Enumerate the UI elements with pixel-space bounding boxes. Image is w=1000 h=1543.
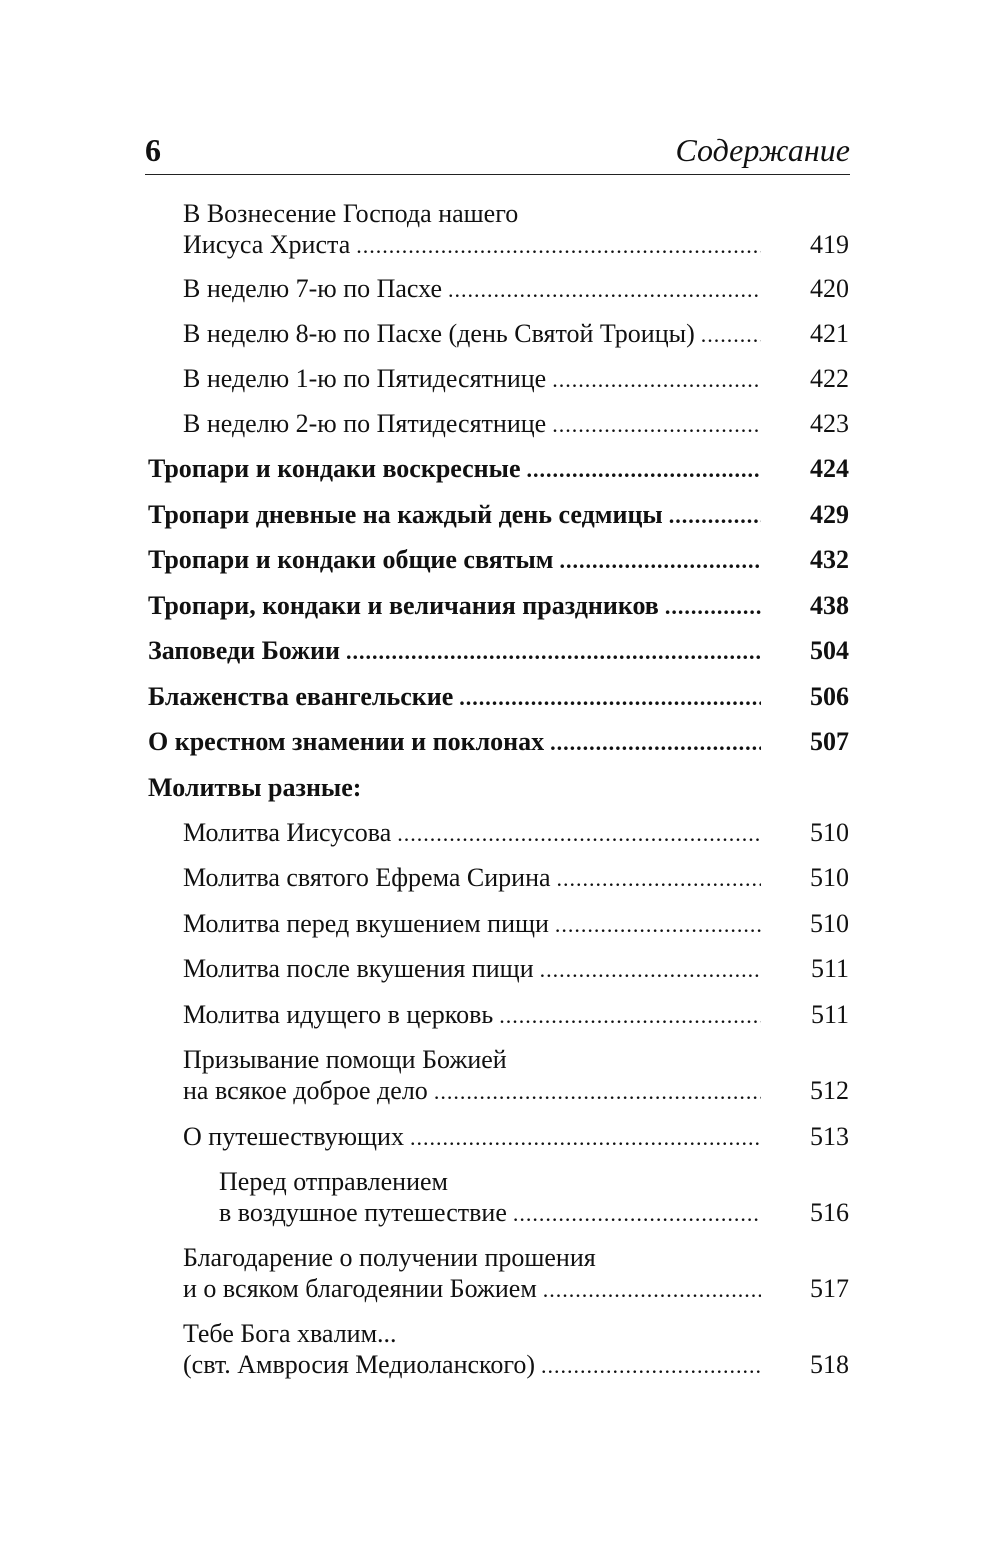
toc-entry[interactable] bbox=[183, 999, 849, 1030]
toc-entry-line bbox=[183, 817, 849, 848]
toc-page-number: 510 bbox=[810, 818, 849, 847]
toc-entry-title: (свт. Амвросия Медиоланского) bbox=[183, 1350, 536, 1379]
toc-entry-title: на всякое доброе дело bbox=[183, 1076, 428, 1105]
dot-leader bbox=[541, 1350, 761, 1381]
toc-entry-title: и о всяком благодеянии Божием bbox=[183, 1274, 537, 1303]
toc-entry[interactable] bbox=[183, 1121, 849, 1152]
toc-entry-line bbox=[219, 1166, 765, 1197]
dot-leader bbox=[552, 409, 761, 440]
toc-entry[interactable] bbox=[183, 862, 849, 893]
dot-leader bbox=[499, 1000, 761, 1031]
toc-entry-line bbox=[183, 1242, 765, 1273]
dot-leader bbox=[410, 1122, 761, 1153]
toc-page-number: 518 bbox=[810, 1350, 849, 1379]
dot-leader bbox=[701, 319, 761, 350]
toc-entry-line bbox=[183, 908, 849, 939]
toc-entry-line bbox=[219, 1197, 849, 1228]
dot-leader bbox=[434, 1076, 761, 1107]
dot-leader bbox=[540, 954, 761, 985]
toc-entry[interactable] bbox=[148, 590, 849, 621]
toc-entry[interactable] bbox=[148, 681, 849, 712]
toc-entry-title: Тропари, кондаки и величания праздников bbox=[148, 591, 659, 620]
toc-entry-title: Молитва Иисусова bbox=[183, 818, 392, 847]
toc-entry-line bbox=[183, 1075, 849, 1106]
toc-entry-line bbox=[183, 318, 849, 349]
toc-page-number: 429 bbox=[810, 500, 849, 529]
toc-page-number: 438 bbox=[810, 591, 849, 620]
dot-leader bbox=[527, 454, 761, 485]
toc-page-number: 513 bbox=[810, 1122, 849, 1151]
toc-entry[interactable] bbox=[148, 544, 849, 575]
toc-entry[interactable] bbox=[183, 408, 849, 439]
toc-entry-line bbox=[183, 1121, 849, 1152]
toc-entry-line bbox=[183, 1349, 849, 1380]
toc-entry-line bbox=[148, 726, 849, 757]
dot-leader bbox=[560, 545, 761, 576]
toc-entry-title: Тропари и кондаки общие святым bbox=[148, 545, 554, 574]
toc-page-number: 421 bbox=[810, 319, 849, 348]
toc-entry-title: Молитвы разные: bbox=[148, 773, 362, 802]
toc-entry[interactable] bbox=[183, 1318, 849, 1380]
toc-entry-title: Тебе Бога хвалим... bbox=[183, 1319, 397, 1348]
dot-leader bbox=[356, 230, 761, 261]
toc-entry[interactable] bbox=[183, 908, 849, 939]
toc-entry[interactable] bbox=[148, 499, 849, 530]
dot-leader bbox=[552, 364, 761, 395]
toc-entry[interactable] bbox=[183, 1242, 849, 1304]
toc-entry-title: Перед отправлением bbox=[219, 1167, 448, 1196]
toc-entry[interactable] bbox=[183, 273, 849, 304]
dot-leader bbox=[513, 1198, 761, 1229]
page-number: 6 bbox=[145, 132, 161, 168]
toc-page-number: 510 bbox=[810, 863, 849, 892]
dot-leader bbox=[550, 727, 761, 758]
toc-entry[interactable] bbox=[183, 817, 849, 848]
toc-entry-title: Тропари и кондаки воскресные bbox=[148, 454, 521, 483]
header-rule bbox=[145, 174, 850, 175]
toc-page-number: 420 bbox=[810, 274, 849, 303]
toc-page-number: 511 bbox=[810, 1000, 849, 1029]
toc-page-number: 423 bbox=[810, 409, 849, 438]
page-header bbox=[145, 128, 850, 176]
toc-page-number: 424 bbox=[810, 454, 849, 483]
toc-entry[interactable] bbox=[183, 198, 849, 260]
toc-entry-line bbox=[183, 198, 765, 229]
toc-entry[interactable] bbox=[183, 953, 849, 984]
toc-page-number: 512 bbox=[810, 1076, 849, 1105]
toc-page-number: 504 bbox=[810, 636, 849, 665]
toc-entry-title: В неделю 7-ю по Пасхе bbox=[183, 274, 443, 303]
toc-entry-line bbox=[148, 499, 849, 530]
toc-entry-title: В неделю 2-ю по Пятидесятнице bbox=[183, 409, 547, 438]
toc-entry[interactable] bbox=[183, 318, 849, 349]
toc-entry[interactable] bbox=[183, 363, 849, 394]
toc-entry-line bbox=[148, 772, 765, 803]
toc-entry-line bbox=[183, 273, 849, 304]
toc-entry-line bbox=[183, 229, 849, 260]
toc-page-number: 432 bbox=[810, 545, 849, 574]
toc-entry-title: В Вознесение Господа нашего bbox=[183, 199, 519, 228]
toc-entry-line bbox=[183, 953, 849, 984]
running-title: Содержание bbox=[675, 132, 850, 168]
toc-page-number: 517 bbox=[810, 1274, 849, 1303]
toc-entry[interactable] bbox=[219, 1166, 849, 1228]
toc-entry-line bbox=[148, 635, 849, 666]
toc-entry-line bbox=[183, 1273, 849, 1304]
toc-page-number: 506 bbox=[810, 682, 849, 711]
toc-entry-line bbox=[183, 1044, 765, 1075]
toc-entry-title: О путешествующих bbox=[183, 1122, 404, 1151]
toc-entry[interactable] bbox=[148, 453, 849, 484]
toc-entry-title: Блаженства евангельские bbox=[148, 682, 454, 711]
toc-entry-title: Тропари дневные на каждый день седмицы bbox=[148, 500, 663, 529]
toc-entry-title: Заповеди Божии bbox=[148, 636, 340, 665]
dot-leader bbox=[669, 500, 761, 531]
toc-entry-title: Призывание помощи Божией bbox=[183, 1045, 507, 1074]
toc-entry-line bbox=[148, 590, 849, 621]
toc-page-number: 511 bbox=[810, 954, 849, 983]
toc-entry-line bbox=[148, 544, 849, 575]
dot-leader bbox=[543, 1274, 761, 1305]
toc-page-number: 507 bbox=[810, 727, 849, 756]
toc-page-number: 510 bbox=[810, 909, 849, 938]
toc-entry-line bbox=[183, 363, 849, 394]
dot-leader bbox=[397, 818, 761, 849]
toc-entry-title: Молитва после вкушения пищи bbox=[183, 954, 534, 983]
toc-entry[interactable] bbox=[148, 726, 849, 757]
toc-page-number: 419 bbox=[810, 230, 849, 259]
toc-entry[interactable] bbox=[148, 772, 765, 803]
toc-entry[interactable] bbox=[183, 1044, 849, 1106]
toc-entry-line bbox=[148, 453, 849, 484]
toc-entry-title: В неделю 1-ю по Пятидесятнице bbox=[183, 364, 547, 393]
toc-entry-title: Молитва святого Ефрема Сирина bbox=[183, 863, 551, 892]
toc-page-number: 422 bbox=[810, 364, 849, 393]
toc-entry-title: Молитва перед вкушением пищи bbox=[183, 909, 549, 938]
toc-entry-title: Молитва идущего в церковь bbox=[183, 1000, 494, 1029]
toc-entry-line bbox=[183, 862, 849, 893]
toc-entry[interactable] bbox=[148, 635, 849, 666]
toc-entry-title: Иисуса Христа bbox=[183, 230, 351, 259]
toc-page-number: 516 bbox=[810, 1198, 849, 1227]
toc-entry-title: О крестном знамении и поклонах bbox=[148, 727, 545, 756]
toc-entry-line bbox=[183, 999, 849, 1030]
toc-entry-title: В неделю 8-ю по Пасхе (день Святой Троицы) bbox=[183, 319, 695, 348]
toc-entry-title: в воздушное путешествие bbox=[219, 1198, 507, 1227]
toc-entry-line bbox=[183, 1318, 765, 1349]
dot-leader bbox=[557, 863, 761, 894]
toc-entry-line bbox=[183, 408, 849, 439]
dot-leader bbox=[665, 591, 761, 622]
dot-leader bbox=[459, 682, 761, 713]
dot-leader bbox=[448, 274, 761, 305]
dot-leader bbox=[555, 909, 761, 940]
toc-entry-line bbox=[148, 681, 849, 712]
toc-entry-title: Благодарение о получении прошения bbox=[183, 1243, 596, 1272]
dot-leader bbox=[346, 636, 761, 667]
